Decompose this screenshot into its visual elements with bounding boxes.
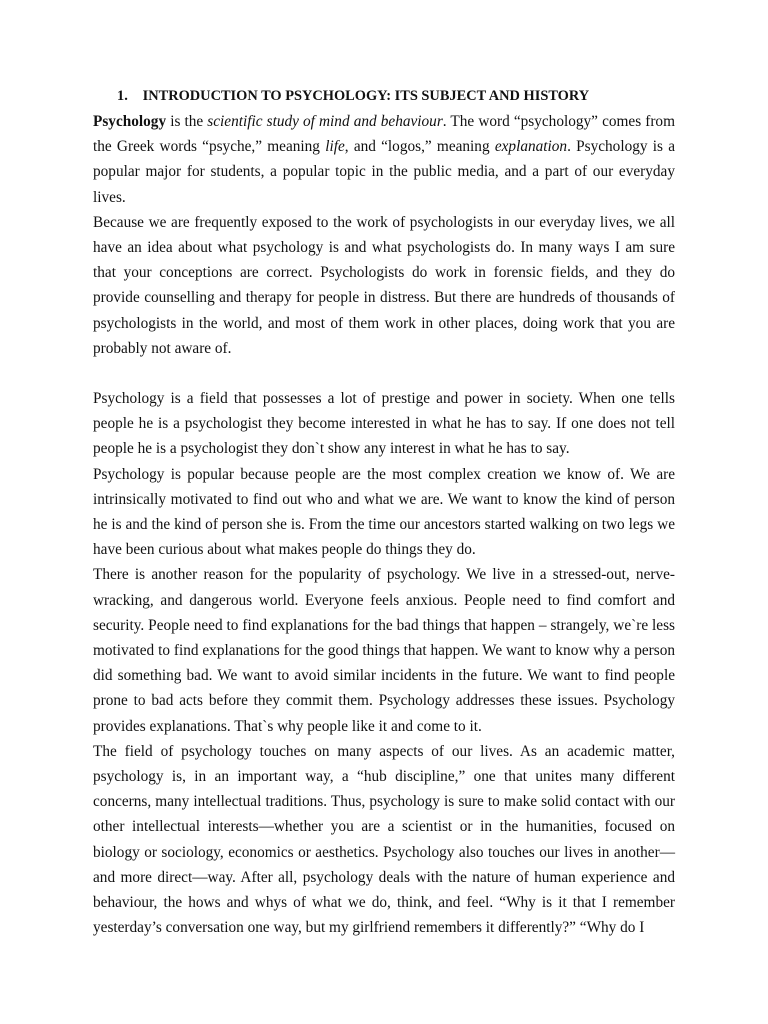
paragraph-prestige: Psychology is a field that possesses a lot of prestige and power in society. When one tells people he is a psychologist they become interested in what he has to say. If one does not tell people he is a psychologist they don`t show any interest in what he has to say.	[93, 390, 675, 458]
definition-italic: scientific study of mind and behaviour	[207, 113, 443, 130]
paragraph-reason: There is another reason for the popularity of psychology. We live in a stressed-out, nerve-wracking, and dangerous world. Everyone feels anxious. People need to find comfort and security. People need to find explanations for the bad things that happen – strangely, we`re less motivated to find explanations for the good things that happen. We want to know why a person did something bad. We want to avoid similar incidents in the future. We want to find people prone to bad acts before they commit them. Psychology addresses these issues. Psychology provides explanations. That`s why people like it and come to it.	[93, 566, 675, 735]
document-body	[93, 109, 675, 941]
term-psychology: Psychology	[93, 113, 167, 130]
section-title: INTRODUCTION TO PSYCHOLOGY: ITS SUBJECT AND HISTORY	[142, 88, 590, 104]
text-run: . The word “psychology” comes from the Greek words “psyche,” meaning	[93, 113, 675, 156]
word-life: life	[325, 138, 345, 156]
word-explanation: explanation	[494, 138, 568, 156]
paragraph-hub-discipline: The field of psychology touches on many aspects of our lives. As an academic matter, psychology is, in an important way, a “hub discipline,” one that unites many different concerns, many intellectual traditions. Thus, psychology is sure to make solid contact with our other intellectual interests—whether you are a scientist or in the humanities, focused on biology or sociology, economics or aesthetics. Psychology also touches our lives in another—and more direct—way. After all, psychology deals with the nature of human experience and behaviour, the hows and whys of what we do, think, and feel. “Why is it that I remember yesterday’s conversation one way, but my girlfriend remembers it differently?” “Why do I	[93, 742, 675, 937]
section-number: 1.	[117, 88, 128, 104]
paragraph-exposure: Because we are frequently exposed to the work of psychologists in our everyday lives, we all have an idea about what psychology is and what psychologists do. In many ways I am sure that your conceptions are correct. Psychologists do work in forensic fields, and they do provide counselling and therapy for people in distress. But there are hundreds of thousands of psychologists in the world, and most of them work in other places, doing work that you are probably not aware of.	[93, 213, 675, 357]
section-heading	[117, 84, 717, 108]
paragraph-definition	[93, 109, 675, 210]
text-run: is the	[166, 113, 208, 130]
text-run: , and “logos,” meaning	[344, 138, 495, 156]
text-run: . Psychology is a popular major for students, a popular topic in the public media, and a part of our everyday lives.	[93, 138, 676, 206]
paragraph-popularity: Psychology is popular because people are the most complex creation we know of. We are intrinsically motivated to find out who and what we are. We want to know the kind of person he is and the kind of person she is. From the time our ancestors started walking on two legs we have been curious about what makes people do things they do.	[93, 465, 675, 559]
